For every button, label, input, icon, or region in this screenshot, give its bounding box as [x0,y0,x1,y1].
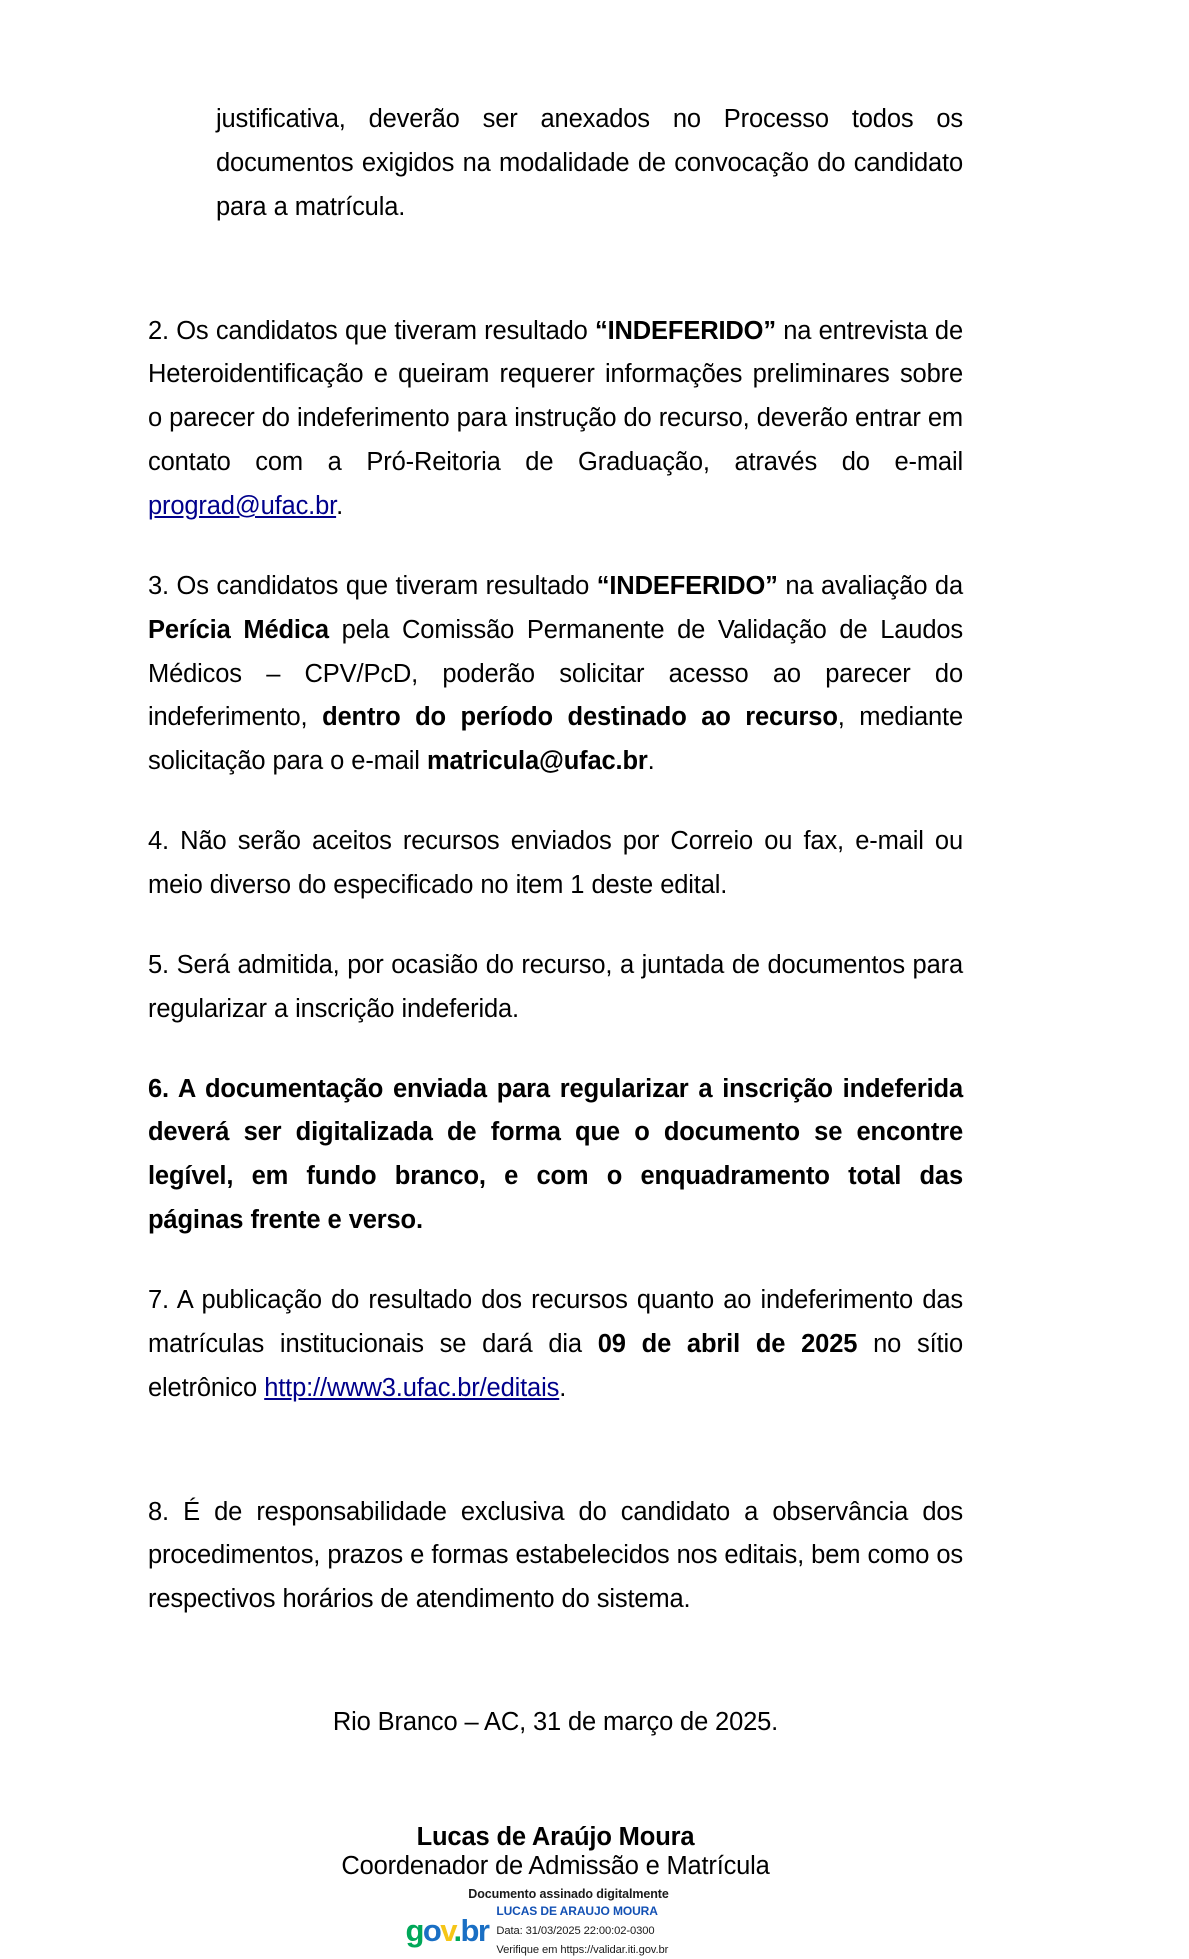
stamp-date: Data: 31/03/2025 22:00:02-0300 [496,1924,655,1937]
paragraph-gap [148,529,963,565]
item-8-text: 8. É de responsabilidade exclusiva do candidato a observância dos procedimentos, prazos e formas estabelecidos nos editais, bem como os respectivos horários de atendimento do sistema. [148,1497,963,1614]
item-7-text-2: no sítio eletrônico [148,1329,963,1402]
item-7-text-3: . [559,1373,567,1402]
top-spacer [148,0,963,98]
item-3-text-3: pela Comissão Permanente de Validação de Laudos Médicos – CPV/PcD, poderão solicitar acesso ao parecer do indeferimento, [148,615,963,732]
prograd-email-link[interactable]: prograd@ufac.br [148,492,337,521]
stamp-row [406,1902,706,1959]
item-6-paragraph [148,1068,963,1243]
govbr-logo-o: o [422,1912,441,1948]
item-3-bold-pericia-medica: Perícia Médica [148,615,329,644]
item-3-text-1: 3. Os candidatos que tiveram resultado [148,571,597,600]
govbr-logo-icon [405,1912,489,1948]
signatory-name: Lucas de Araújo Moura [416,1823,695,1851]
item-2-text-3: . [336,492,344,521]
item-5-paragraph [148,944,963,1032]
paragraph-gap [148,908,963,944]
govbr-logo-v: v [440,1912,454,1948]
item-4-paragraph [148,820,963,908]
paragraph-gap [148,784,963,820]
document-body [148,0,963,1959]
item-3-text-2: na avaliação da [777,571,963,600]
continuation-paragraph: justificativa, deverão ser anexados no Processo todos os documentos exigidos na modalidade de convocação do candidato para a matrícula. [216,105,963,221]
item-3-bold-periodo-recurso: dentro do período destinado ao recurso [322,703,838,732]
signature-gap [148,1743,963,1823]
item-4-text: 4. Não serão aceitos recursos enviados por Correio ou fax, e-mail ou meio diverso do especificado no item 1 deste edital. [148,827,963,900]
item-7-text-1: 7. A publicação do resultado dos recursos quanto ao indeferimento das matrículas institucionais se dará dia [148,1286,963,1358]
item-3-text-4: , mediante solicitação para o e-mail [148,703,963,776]
item-8-paragraph [148,1491,963,1623]
item-3-paragraph [148,565,963,784]
item-7-bold-date: 09 de abril de 2025 [597,1329,858,1358]
item-2-paragraph [148,310,963,529]
paragraph-gap [148,1411,963,1491]
govbr-logo-dot: . [453,1912,461,1948]
stamp-signer-name: LUCAS DE ARAUJO MOURA [496,1904,658,1918]
item-2-text-2: na entrevista de Heteroidentificação e queiram requerer informações preliminares sobre o parecer do indeferimento para instrução do recurso, deverão entrar em contato com a Pró-Reitoria de Graduação, através do e-mail [148,316,963,477]
govbr-logo-g: g [405,1912,423,1948]
item-3-bold-indeferido: “INDEFERIDO” [596,571,778,600]
govbr-digital-signature-stamp [406,1887,706,1959]
place-and-date: Rio Branco – AC, 31 de março de 2025. [332,1708,779,1737]
govbr-logo-br: br [460,1912,489,1948]
stamp-title: Documento assinado digitalmente [468,1887,669,1901]
editais-url-link[interactable]: http://www3.ufac.br/editais [264,1373,560,1402]
stamp-verify-url: Verifique em https://validar.iti.gov.br [496,1943,669,1956]
matricula-email-text: matricula@ufac.br [426,747,648,776]
paragraph-gap [148,1243,963,1279]
item-3-text-5: . [647,747,655,776]
item-5-text: 5. Será admitida, por ocasião do recurso, a juntada de documentos para regularizar a inscrição indeferida. [148,950,963,1023]
item-7-paragraph [148,1279,963,1411]
item-2-bold-indeferido: “INDEFERIDO” [594,316,776,345]
item-6-text: 6. A documentação enviada para regularizar a inscrição indeferida deverá ser digitalizada de forma que o documento se encontre legível, em fundo branco, e com o enquadramento total das páginas frente e verso. [148,1074,963,1235]
paragraph-gap [148,230,963,310]
paragraph-gap [148,1032,963,1068]
signatory-role: Coordenador de Admissão e Matrícula [341,1852,770,1880]
paragraph-gap [148,1622,963,1702]
stamp-text-block [496,1902,705,1959]
item-2-text-1: 2. Os candidatos que tiveram resultado [148,316,595,345]
